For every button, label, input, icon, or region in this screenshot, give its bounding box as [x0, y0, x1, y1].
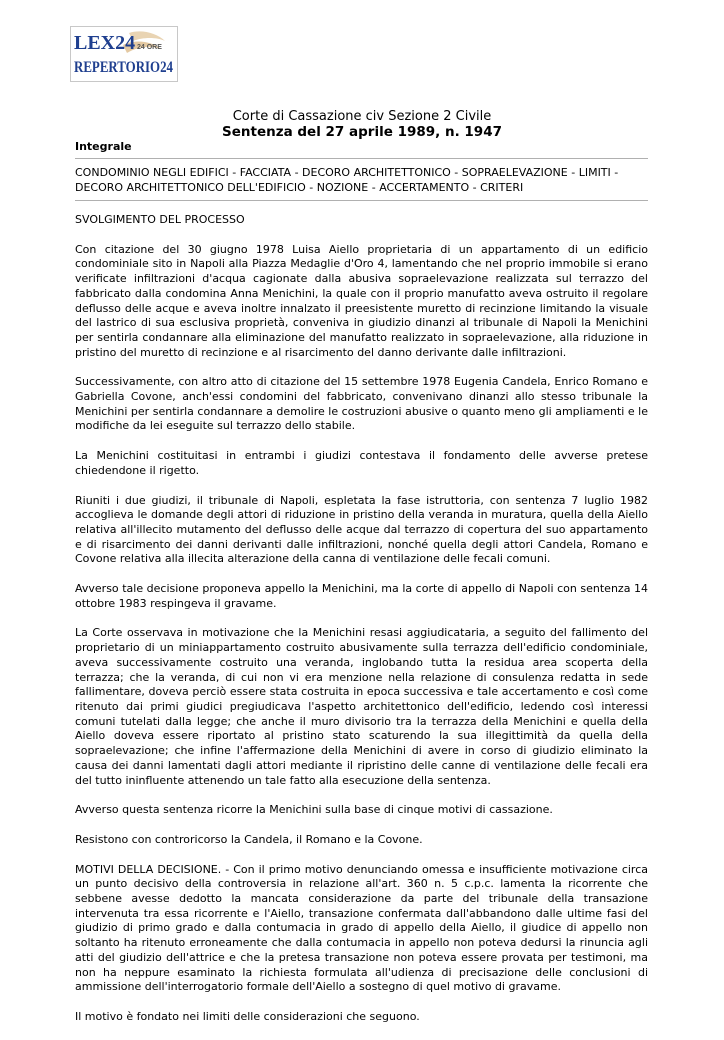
- paragraph: La Corte osservava in motivazione che la Menichini resasi aggiudicataria, a seguito del fallimento del proprietario di un miniappartamento costruito abusivamente sulla terrazza dell'edificio condominiale, aveva successivamente costruito una veranda, inglobando tutta la residua area scoperta della terrazza; che la veranda, di cui non vi era menzione nella relazione di consulenza redatta in sede fallimentare, doveva perciò essere stata costruita in epoca successiva e tale accertamento e così come ritenuto dai primi giudici pregiudicava l'aspetto architettonico dell'edificio, ledendo così interessi comuni tutelati dalla legge; che anche il muro divisorio tra la terrazza della Menichini e quella della Aiello doveva essere riportato al pristino stato scaturendo la sua illegittimità da quella della sopraelevazione; che infine l'affermazione della Menichini di avere in corso di giudizio eliminato la causa dei danni lamentati dagli attori mediante il ripristino delle canne di ventilazione delle fecali era del tutto ininfluente attenendo un tale fatto alla esecuzione della sentenza.: [75, 626, 648, 787]
- logo-graphic: [71, 27, 177, 81]
- section-heading: SVOLGIMENTO DEL PROCESSO: [75, 213, 245, 226]
- paragraph: Resistono con controricorso la Candela, il Romano e la Covone.: [75, 832, 423, 846]
- paragraph: Avverso tale decisione proponeva appello la Menichini, ma la corte di appello di Napoli con sentenza 14 ottobre 1983 respingeva il gravame.: [75, 582, 648, 610]
- lex24-repertorio24-logo: [70, 26, 178, 82]
- logo-text-line1: LEX24: [74, 32, 136, 54]
- court-title: Corte di Cassazione civ Sezione 2 Civile: [232, 109, 492, 124]
- integrale-label: Integrale: [75, 140, 132, 153]
- divider-bottom: [75, 200, 648, 201]
- sentence-title: Sentenza del 27 aprile 1989, n. 1947: [222, 124, 502, 140]
- logo-text-line2: REPERTORIO24: [74, 59, 173, 76]
- paragraph: Riuniti i due giudizi, il tribunale di Napoli, espletata la fase istruttoria, con sentenza 7 luglio 1982 accoglieva le domande degli attori di riduzione in pristino della veranda in muratura, quella della Aiello relativa all'illecito mutamento del deflusso delle acque dal terrazzo di copertura del suo appartamento e di risarcimento dei danni derivanti dalle infiltrazioni, nonché quella degli attori Candela, Romano e Covone relativa alla illecita alterazione della canna di ventilazione delle fecali comuni.: [75, 493, 648, 566]
- logo-badge-text: 24 ORE: [137, 44, 162, 51]
- paragraph: La Menichini costituitasi in entrambi i giudizi contestava il fondamento delle avverse pretese chiedendone il rigetto.: [75, 449, 648, 477]
- paragraph: Il motivo è fondato nei limiti delle considerazioni che seguono.: [75, 1009, 420, 1023]
- divider-top: [75, 158, 648, 159]
- document-body: [75, 213, 648, 1040]
- paragraph: Avverso questa sentenza ricorre la Menichini sulla base di cinque motivi di cassazione.: [75, 803, 553, 817]
- paragraph: MOTIVI DELLA DECISIONE. - Con il primo motivo denunciando omessa e insufficiente motivazione circa un punto decisivo della controversia in relazione all'art. 360 n. 5 c.p.c. lamenta la ricorrente che sebbene avesse dedotto la mancata considerazione da parte del tribunale della transazione intervenuta tra essa ricorrente e l'Aiello, transazione confermata dall'abbandono dalle ultime fasi del giudizio di primo grado e dalla contumacia in grado di appello della Aiello, il giudice di appello non soltanto ha ritenuto erroneamente che dalla contumacia in appello non poteva dedursi la rinuncia agli atti del giudizio dell'attrice e che la pretesa transazione non poteva essere provata per testimoni, ma non ha neppure esaminato la richiesta formulata all'udienza di precisazione delle conclusioni di ammissione dell'interrogatorio formale dell'Aiello a sostegno di quel motivo di gravame.: [75, 862, 648, 994]
- paragraph: Con citazione del 30 giugno 1978 Luisa Aiello proprietaria di un appartamento di un edificio condominiale sito in Napoli alla Piazza Medaglie d'Oro 4, lamentando che nel proprio immobile si erano verificate infiltrazioni d'acqua cagionate dalla abusiva sopraelevazione realizzata sul terrazzo del fabbricato dalla condomina Anna Menichini, la quale con il proprio manufatto aveva ostruito il regolare deflusso delle acque e aveva inoltre innalzato il preesistente muretto di recinzione limitando la visuale del lastrico di sua esclusiva proprietà, conveniva in giudizio dinanzi al tribunale di Napoli la Menichini per sentirla condannare alla eliminazione del manufatto realizzato in sopraelevazione, alla riduzione in pristino del muretto di recinzione e al risarcimento del danno derivante dalle infiltrazioni.: [75, 242, 648, 359]
- paragraph: Successivamente, con altro atto di citazione del 15 settembre 1978 Eugenia Candela, Enrico Romano e Gabriella Covone, anch'essi condomini del fabbricato, convenivano dinanzi allo stesso tribunale la Menichini per sentirla condannare a demolire le costruzioni abusive o quanto meno gli ampliamenti e le modifiche da lei eseguite sul terrazzo dello stabile.: [75, 375, 648, 433]
- keywords-block: CONDOMINIO NEGLI EDIFICI - FACCIATA - DECORO ARCHITETTONICO - SOPRAELEVAZIONE - LIMITI - DECORO ARCHITETTONICO DELL'EDIFICIO - NOZIONE - ACCERTAMENTO - CRITERI: [75, 166, 619, 194]
